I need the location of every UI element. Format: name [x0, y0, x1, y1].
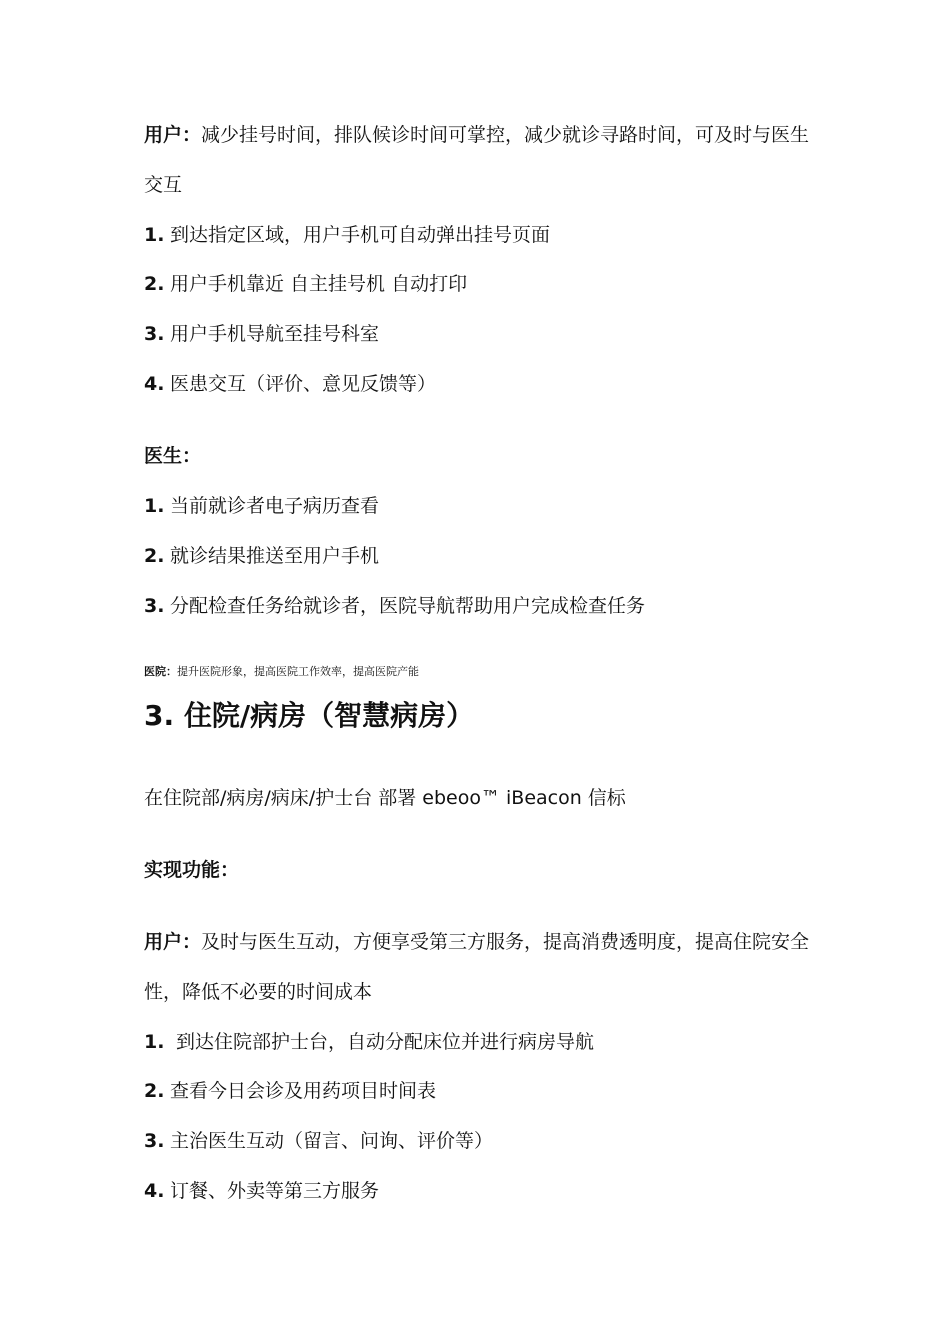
user-text-line1: 减少挂号时间，排队候诊时间可掌控，减少就诊寻路时间，可及时与医生 [201, 124, 810, 146]
list-item [144, 1179, 379, 1203]
list-item-number: 3. [144, 595, 165, 617]
user-text-line2: 交互 [144, 174, 183, 196]
list-item-number: 1. [144, 495, 165, 517]
ward-user-paragraph [144, 930, 809, 954]
list-item-text: 用户手机靠近 自主挂号机 自动打印 [170, 273, 468, 295]
section-heading: 3. 住院/病房（智慧病房） [144, 699, 475, 732]
list-item-text: 到达住院部护士台，自动分配床位并进行病房导航 [170, 1031, 595, 1053]
functions-label: 实现功能： [144, 859, 240, 881]
list-item-number: 3. [144, 1130, 165, 1152]
list-item-number: 3. [144, 323, 165, 345]
list-item-text: 就诊结果推送至用户手机 [170, 545, 380, 567]
user-label: 用户： [144, 124, 202, 146]
list-item-number: 2. [144, 1080, 165, 1102]
list-item-text: 分配检查任务给就诊者，医院导航帮助用户完成检查任务 [170, 595, 646, 617]
list-item-number: 2. [144, 273, 165, 295]
ward-user-text-line2: 性，降低不必要的时间成本 [144, 981, 373, 1003]
list-item-text: 主治医生互动（留言、问询、评价等） [170, 1130, 494, 1152]
list-item [144, 494, 379, 518]
list-item-number: 1. [144, 224, 165, 246]
list-item [144, 1030, 594, 1054]
list-item-text: 用户手机导航至挂号科室 [170, 323, 380, 345]
hospital-text: 提升医院形象，提高医院工作效率，提高医院产能 [177, 665, 419, 678]
list-item-number: 1. [144, 1031, 165, 1053]
doctor-label: 医生： [144, 445, 202, 467]
list-item [144, 1129, 493, 1153]
user-paragraph [144, 123, 809, 147]
list-item-text: 订餐、外卖等第三方服务 [170, 1180, 380, 1202]
ward-user-label: 用户： [144, 931, 202, 953]
list-item-number: 4. [144, 373, 165, 395]
hospital-label: 医院： [144, 665, 177, 678]
section-intro: 在住院部/病房/病床/护士台 部署 ebeoo™ iBeacon 信标 [144, 787, 626, 809]
hospital-paragraph [144, 665, 419, 679]
list-item-text: 医患交互（评价、意见反馈等） [170, 373, 437, 395]
list-item-number: 4. [144, 1180, 165, 1202]
list-item-number: 2. [144, 545, 165, 567]
list-item [144, 372, 436, 396]
list-item [144, 1079, 436, 1103]
list-item [144, 272, 467, 296]
list-item [144, 594, 645, 618]
list-item [144, 223, 550, 247]
list-item-text: 当前就诊者电子病历查看 [170, 495, 380, 517]
list-item-text: 查看今日会诊及用药项目时间表 [170, 1080, 437, 1102]
list-item [144, 322, 379, 346]
ward-user-text-line1: 及时与医生互动，方便享受第三方服务，提高消费透明度，提高住院安全 [201, 931, 810, 953]
list-item [144, 544, 379, 568]
list-item-text: 到达指定区域，用户手机可自动弹出挂号页面 [170, 224, 551, 246]
